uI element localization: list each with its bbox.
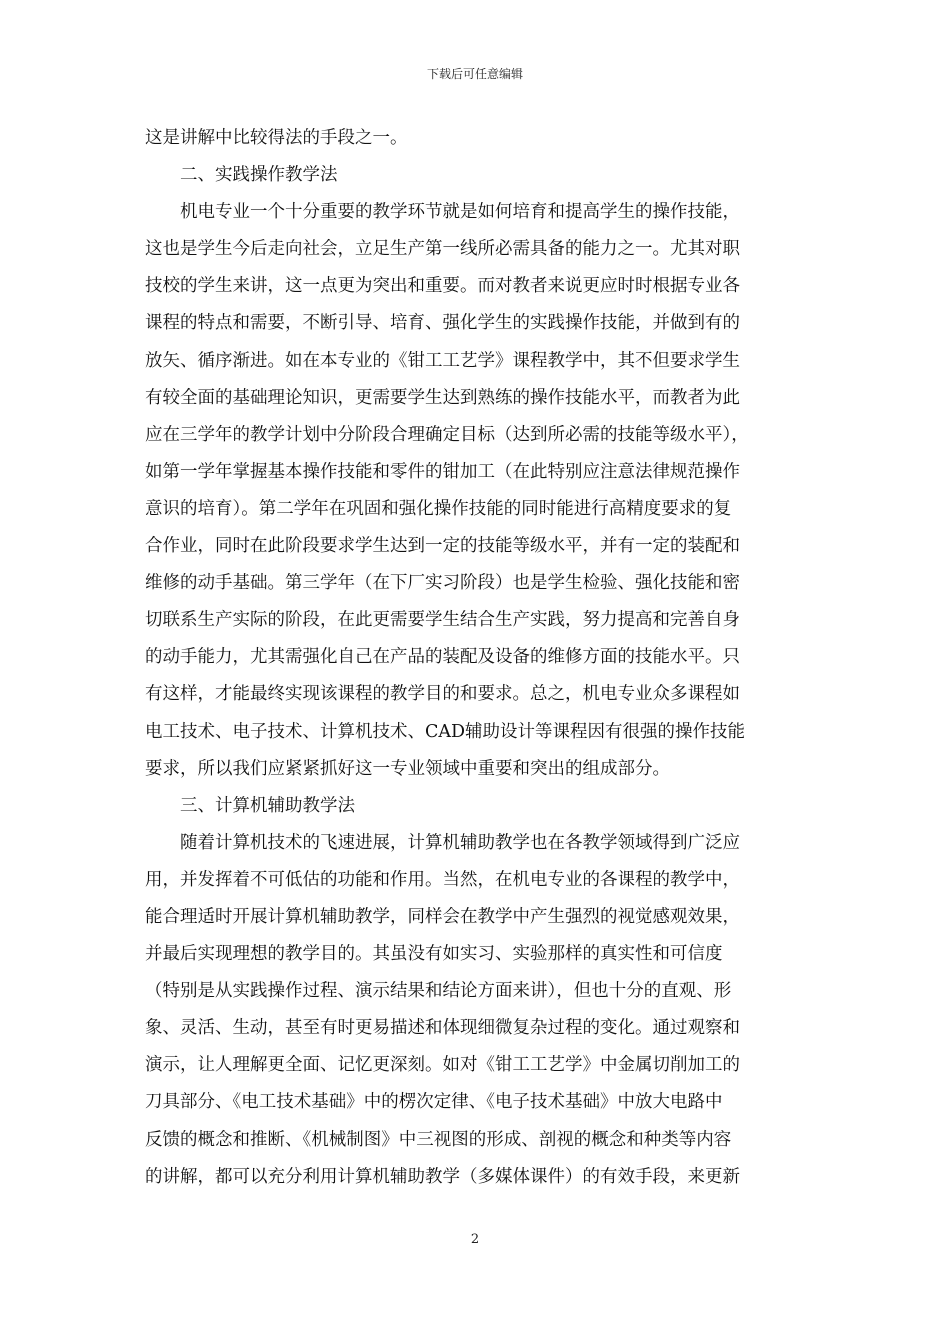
body-text [145, 120, 807, 1196]
text-line: 有较全面的基础理论知识，更需要学生达到熟练的操作技能水平，而教者为此 [145, 387, 740, 408]
text-line: 有这样，才能最终实现该课程的教学目的和要求。总之，机电专业众多课程如 [145, 684, 740, 705]
text-line: 意识的培育）。第二学年在巩固和强化操作技能的同时能进行高精度要求的复 [145, 498, 732, 519]
text-line: 的讲解，都可以充分利用计算机辅助教学（多媒体课件）的有效手段，来更新 [145, 1166, 740, 1187]
text-line: 刀具部分、《电工技术基础》中的楞次定律、《电子技术基础》中放大电路中 [145, 1092, 723, 1113]
text-line: 随着计算机技术的飞速进展，计算机辅助教学也在各教学领域得到广泛应 [145, 832, 740, 853]
text-line: 切联系生产实际的阶段，在此更需要学生结合生产实践，努力提高和完善自身 [145, 610, 740, 631]
text-line: 象、灵活、生动，甚至有时更易描述和体现细微复杂过程的变化。通过观察和 [145, 1018, 740, 1039]
text-line: 三、计算机辅助教学法 [145, 795, 355, 816]
text-line: 电工技术、电子技术、计算机技术、CAD辅助设计等课程因有很强的操作技能 [145, 721, 746, 742]
text-line: （特别是从实践操作过程、演示结果和结论方面来讲），但也十分的直观、形 [145, 981, 732, 1002]
text-line: 演示，让人理解更全面、记忆更深刻。如对《钳工工艺学》中金属切削加工的 [145, 1055, 740, 1076]
text-line: 二、实践操作教学法 [145, 165, 338, 186]
text-line: 这也是学生今后走向社会，立足生产第一线所必需具备的能力之一。尤其对职 [145, 239, 740, 260]
text-line: 技校的学生来讲，这一点更为突出和重要。而对教者来说更应时时根据专业各 [145, 276, 740, 297]
page-header: 下载后可任意编辑 [426, 67, 523, 81]
text-line: 机电专业一个十分重要的教学环节就是如何培育和提高学生的操作技能， [145, 202, 740, 223]
text-line: 能合理适时开展计算机辅助教学，同样会在教学中产生强烈的视觉感观效果， [145, 906, 740, 927]
text-line: 反馈的概念和推断、《机械制图》中三视图的形成、剖视的概念和种类等内容 [145, 1129, 732, 1150]
text-line: 的动手能力，尤其需强化自己在产品的装配及设备的维修方面的技能水平。只 [145, 647, 740, 668]
text-line: 用，并发挥着不可低估的功能和作用。当然，在机电专业的各课程的教学中， [145, 869, 740, 890]
text-line: 要求，所以我们应紧紧抓好这一专业领域中重要和突出的组成部分。 [145, 758, 670, 779]
text-line: 这是讲解中比较得法的手段之一。 [145, 128, 408, 148]
page-number: 2 [470, 1232, 480, 1247]
text-line: 并最后实现理想的教学目的。其虽没有如实习、实验那样的真实性和可信度 [145, 944, 723, 965]
text-line: 合作业，同时在此阶段要求学生达到一定的技能等级水平，并有一定的装配和 [145, 536, 740, 557]
text-line: 放矢、循序渐进。如在本专业的《钳工工艺学》课程教学中，其不但要求学生 [145, 350, 740, 371]
text-line: 课程的特点和需要，不断引导、培育、强化学生的实践操作技能，并做到有的 [145, 313, 740, 334]
text-line: 维修的动手基础。第三学年（在下厂实习阶段）也是学生检验、强化技能和密 [145, 573, 740, 594]
text-line: 如第一学年掌握基本操作技能和零件的钳加工（在此特别应注意法律规范操作 [145, 461, 740, 482]
text-line: 应在三学年的教学计划中分阶段合理确定目标（达到所必需的技能等级水平）， [145, 424, 749, 445]
